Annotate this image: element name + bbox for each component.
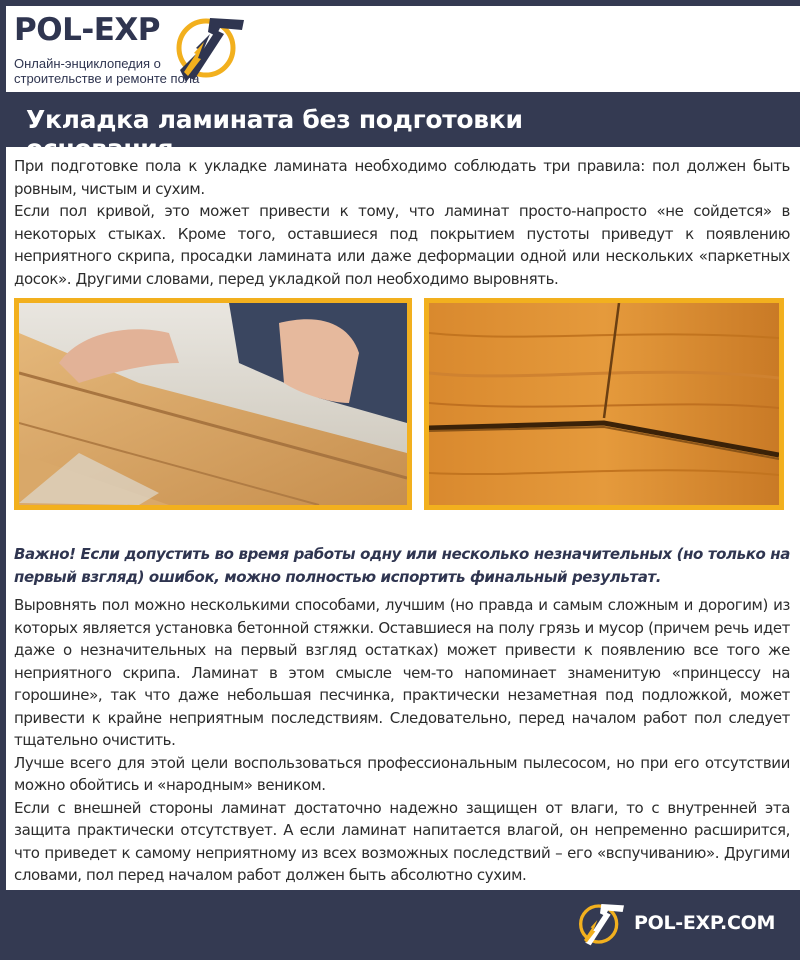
footer-logo-icon[interactable] bbox=[572, 898, 628, 950]
important-note: Важно! Если допустить во время работы одну или несколько незначительных (но только на первый взгляд) ошибок, можно полностью испортить финальный результат. bbox=[14, 545, 790, 586]
laminate-gap-photo bbox=[424, 298, 784, 510]
body-paragraph-1: Выровнять пол можно несколькими способами, лучшим (но правда и самым сложным и дорогим) из которых является установка бетонной стяжки. Оставшиеся на полу грязь и мусор (причем речь идет даже о незначительных на первый взгляд остатках) может привести к появлению все того же неприятного скрипа. Ламинат в этом смысле чем-то напоминает знаменитую «принцессу на горошине», так что даже небольшая песчинка, практически незаметная под подложкой, может привести к крайне неприятным последствиям. Следовательно, перед началом работ пол следует тщательно очистить. bbox=[14, 596, 790, 749]
logo-text[interactable]: POL-EXP bbox=[14, 12, 160, 48]
intro-paragraph-1: При подготовке пола к укладке ламината необходимо соблюдать три правила: пол должен быть ровным, чистым и сухим. bbox=[14, 157, 790, 198]
body-paragraph-2: Лучше всего для этой цели воспользоваться профессиональным пылесосом, но при его отсутствии можно обойтись и «народным» веником. bbox=[14, 753, 790, 794]
laminate-gap-photo-icon bbox=[429, 303, 779, 505]
article-content bbox=[6, 147, 800, 890]
logo-tagline bbox=[14, 56, 214, 86]
footer bbox=[0, 890, 800, 960]
title-bar bbox=[6, 96, 654, 147]
header bbox=[6, 6, 800, 92]
logo-tagline-line2: строительстве и ремонте пола bbox=[14, 71, 200, 86]
page-title: Укладка ламината без подготовки bbox=[26, 105, 523, 134]
logo-tagline-line1: Онлайн-энциклопедия о bbox=[14, 56, 161, 71]
body-paragraph-3: Если с внешней стороны ламинат достаточно надежно защищен от влаги, то с внутренней эта защита практически отсутствует. А если ламинат напитается влагой, он непременно расширится, что приведет к самому неприятному из всех возможных последствий – его «вспучиванию». Другими словами, пол перед началом работ должен быть абсолютно сухим. bbox=[14, 798, 790, 884]
footer-url-link[interactable]: POL-EXP.COM bbox=[634, 912, 776, 934]
laying-laminate-photo bbox=[14, 298, 412, 510]
laying-laminate-photo-icon bbox=[19, 303, 407, 505]
body-text bbox=[14, 594, 790, 887]
intro-text bbox=[14, 155, 790, 290]
intro-paragraph-2: Если пол кривой, это может привести к тому, что ламинат просто-напросто «не сойдется» в некоторых стыках. Кроме того, оставшиеся под покрытием пустоты приведут к появлению неприятного скрипа, просадки ламината или даже деформации одной или нескольких «паркетных досок». Другими словами, перед укладкой пол необходимо выровнять. bbox=[14, 202, 790, 288]
